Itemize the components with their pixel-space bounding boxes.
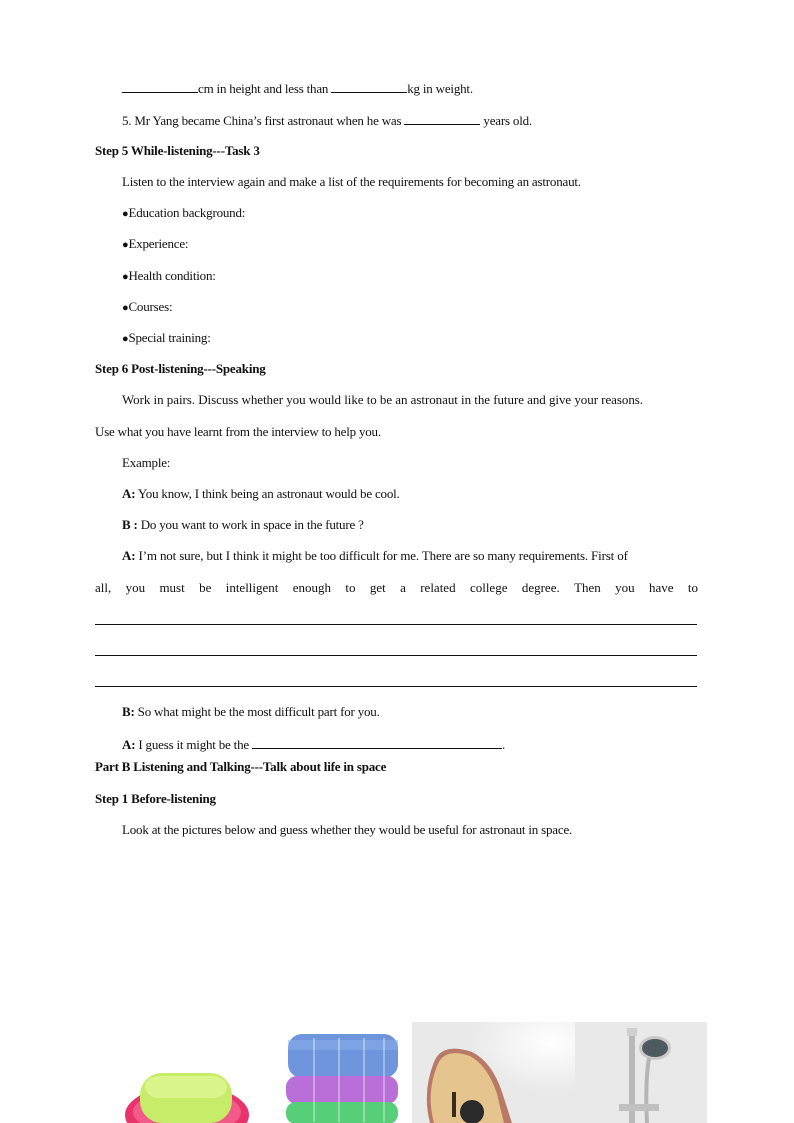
word: related	[420, 580, 456, 595]
item-label: Health condition:	[128, 268, 216, 283]
item-label: Education background:	[128, 205, 246, 220]
word: have	[648, 580, 674, 595]
requirement-item	[122, 330, 211, 347]
word: you	[125, 580, 146, 595]
speaker-label: B :	[122, 517, 138, 532]
blank-age[interactable]	[404, 112, 480, 125]
partB-heading: Part B Listening and Talking---Talk about life in space	[95, 759, 387, 774]
guitar-icon	[412, 1022, 575, 1123]
text: cm in height and less than	[198, 81, 332, 96]
text: kg in weight.	[407, 81, 473, 96]
shower-icon	[575, 1022, 707, 1123]
dialogue-line	[122, 548, 628, 564]
word: must	[159, 580, 185, 595]
word: intelligent	[225, 580, 279, 595]
dialogue-text: So what might be the most difficult part for you.	[134, 704, 380, 719]
word: a	[400, 580, 406, 595]
step6-instruction-1: Work in pairs. Discuss whether you would like to be an astronaut in the future and give your reasons.	[122, 392, 644, 407]
question-5	[122, 112, 532, 129]
dialogue-line	[122, 736, 505, 753]
step6-instruction-2: Use what you have learnt from the interview to help you.	[95, 424, 381, 439]
requirement-item	[122, 236, 188, 253]
example-label: Example:	[122, 455, 171, 470]
shower-picture	[575, 1022, 707, 1123]
dialogue-line	[122, 486, 400, 502]
answer-line-2[interactable]	[95, 655, 697, 656]
word: degree.	[521, 580, 560, 595]
soap-icon	[115, 1060, 255, 1123]
towels-picture	[284, 1034, 402, 1123]
bullet-icon: ●	[122, 302, 129, 314]
towels-icon	[284, 1034, 402, 1123]
word: to	[345, 580, 356, 595]
text: 5. Mr Yang became China’s first astronaut when he was	[122, 113, 405, 128]
requirement-item	[122, 299, 172, 316]
item-label: Special training:	[128, 330, 211, 345]
bullet-icon: ●	[122, 208, 129, 220]
word: you	[615, 580, 635, 595]
dialogue-line	[122, 517, 364, 533]
word: be	[199, 580, 212, 595]
bullet-icon: ●	[122, 333, 129, 345]
dialogue-text: I guess it might be the	[135, 737, 253, 752]
word: all,	[95, 580, 112, 595]
speaker-label: B:	[122, 704, 135, 719]
word: Then	[574, 580, 601, 595]
answer-line-3[interactable]	[95, 686, 697, 687]
guitar-picture	[412, 1022, 575, 1123]
answer-line-1[interactable]	[95, 624, 697, 625]
bullet-icon: ●	[122, 239, 129, 251]
step6-heading: Step 6 Post-listening---Speaking	[95, 361, 266, 376]
partB-step1-heading: Step 1 Before-listening	[95, 791, 216, 806]
dialogue-text: Do you want to work in space in the future ?	[137, 517, 364, 532]
dialogue-continuation	[95, 580, 698, 596]
dialogue-text: You know, I think being an astronaut would be cool.	[135, 486, 400, 501]
partB-instruction: Look at the pictures below and guess whether they would be useful for astronaut in space.	[122, 822, 573, 837]
blank-difficult-part[interactable]	[252, 736, 502, 749]
bullet-icon: ●	[122, 271, 129, 283]
requirement-item	[122, 205, 245, 222]
word: enough	[292, 580, 332, 595]
dialogue-line	[122, 704, 380, 720]
word: to	[687, 580, 698, 595]
speaker-label: A:	[122, 548, 136, 563]
soap-picture	[115, 1060, 255, 1123]
item-label: Experience:	[128, 236, 189, 251]
requirement-item	[122, 268, 216, 285]
blank-weight[interactable]	[331, 80, 407, 93]
speaker-label: A:	[122, 486, 136, 501]
item-label: Courses:	[128, 299, 173, 314]
step5-instruction: Listen to the interview again and make a list of the requirements for becoming an astronaut.	[122, 174, 581, 189]
word: college	[469, 580, 508, 595]
text: years old.	[480, 113, 532, 128]
fill-in-line-height-weight	[122, 80, 473, 97]
dialogue-text: I’m not sure, but I think it might be too difficult for me. There are so many requirements. First of	[135, 548, 628, 563]
blank-height[interactable]	[122, 80, 198, 93]
text: .	[502, 737, 506, 752]
step5-heading: Step 5 While-listening---Task 3	[95, 143, 260, 158]
word: get	[369, 580, 386, 595]
speaker-label: A:	[122, 737, 136, 752]
